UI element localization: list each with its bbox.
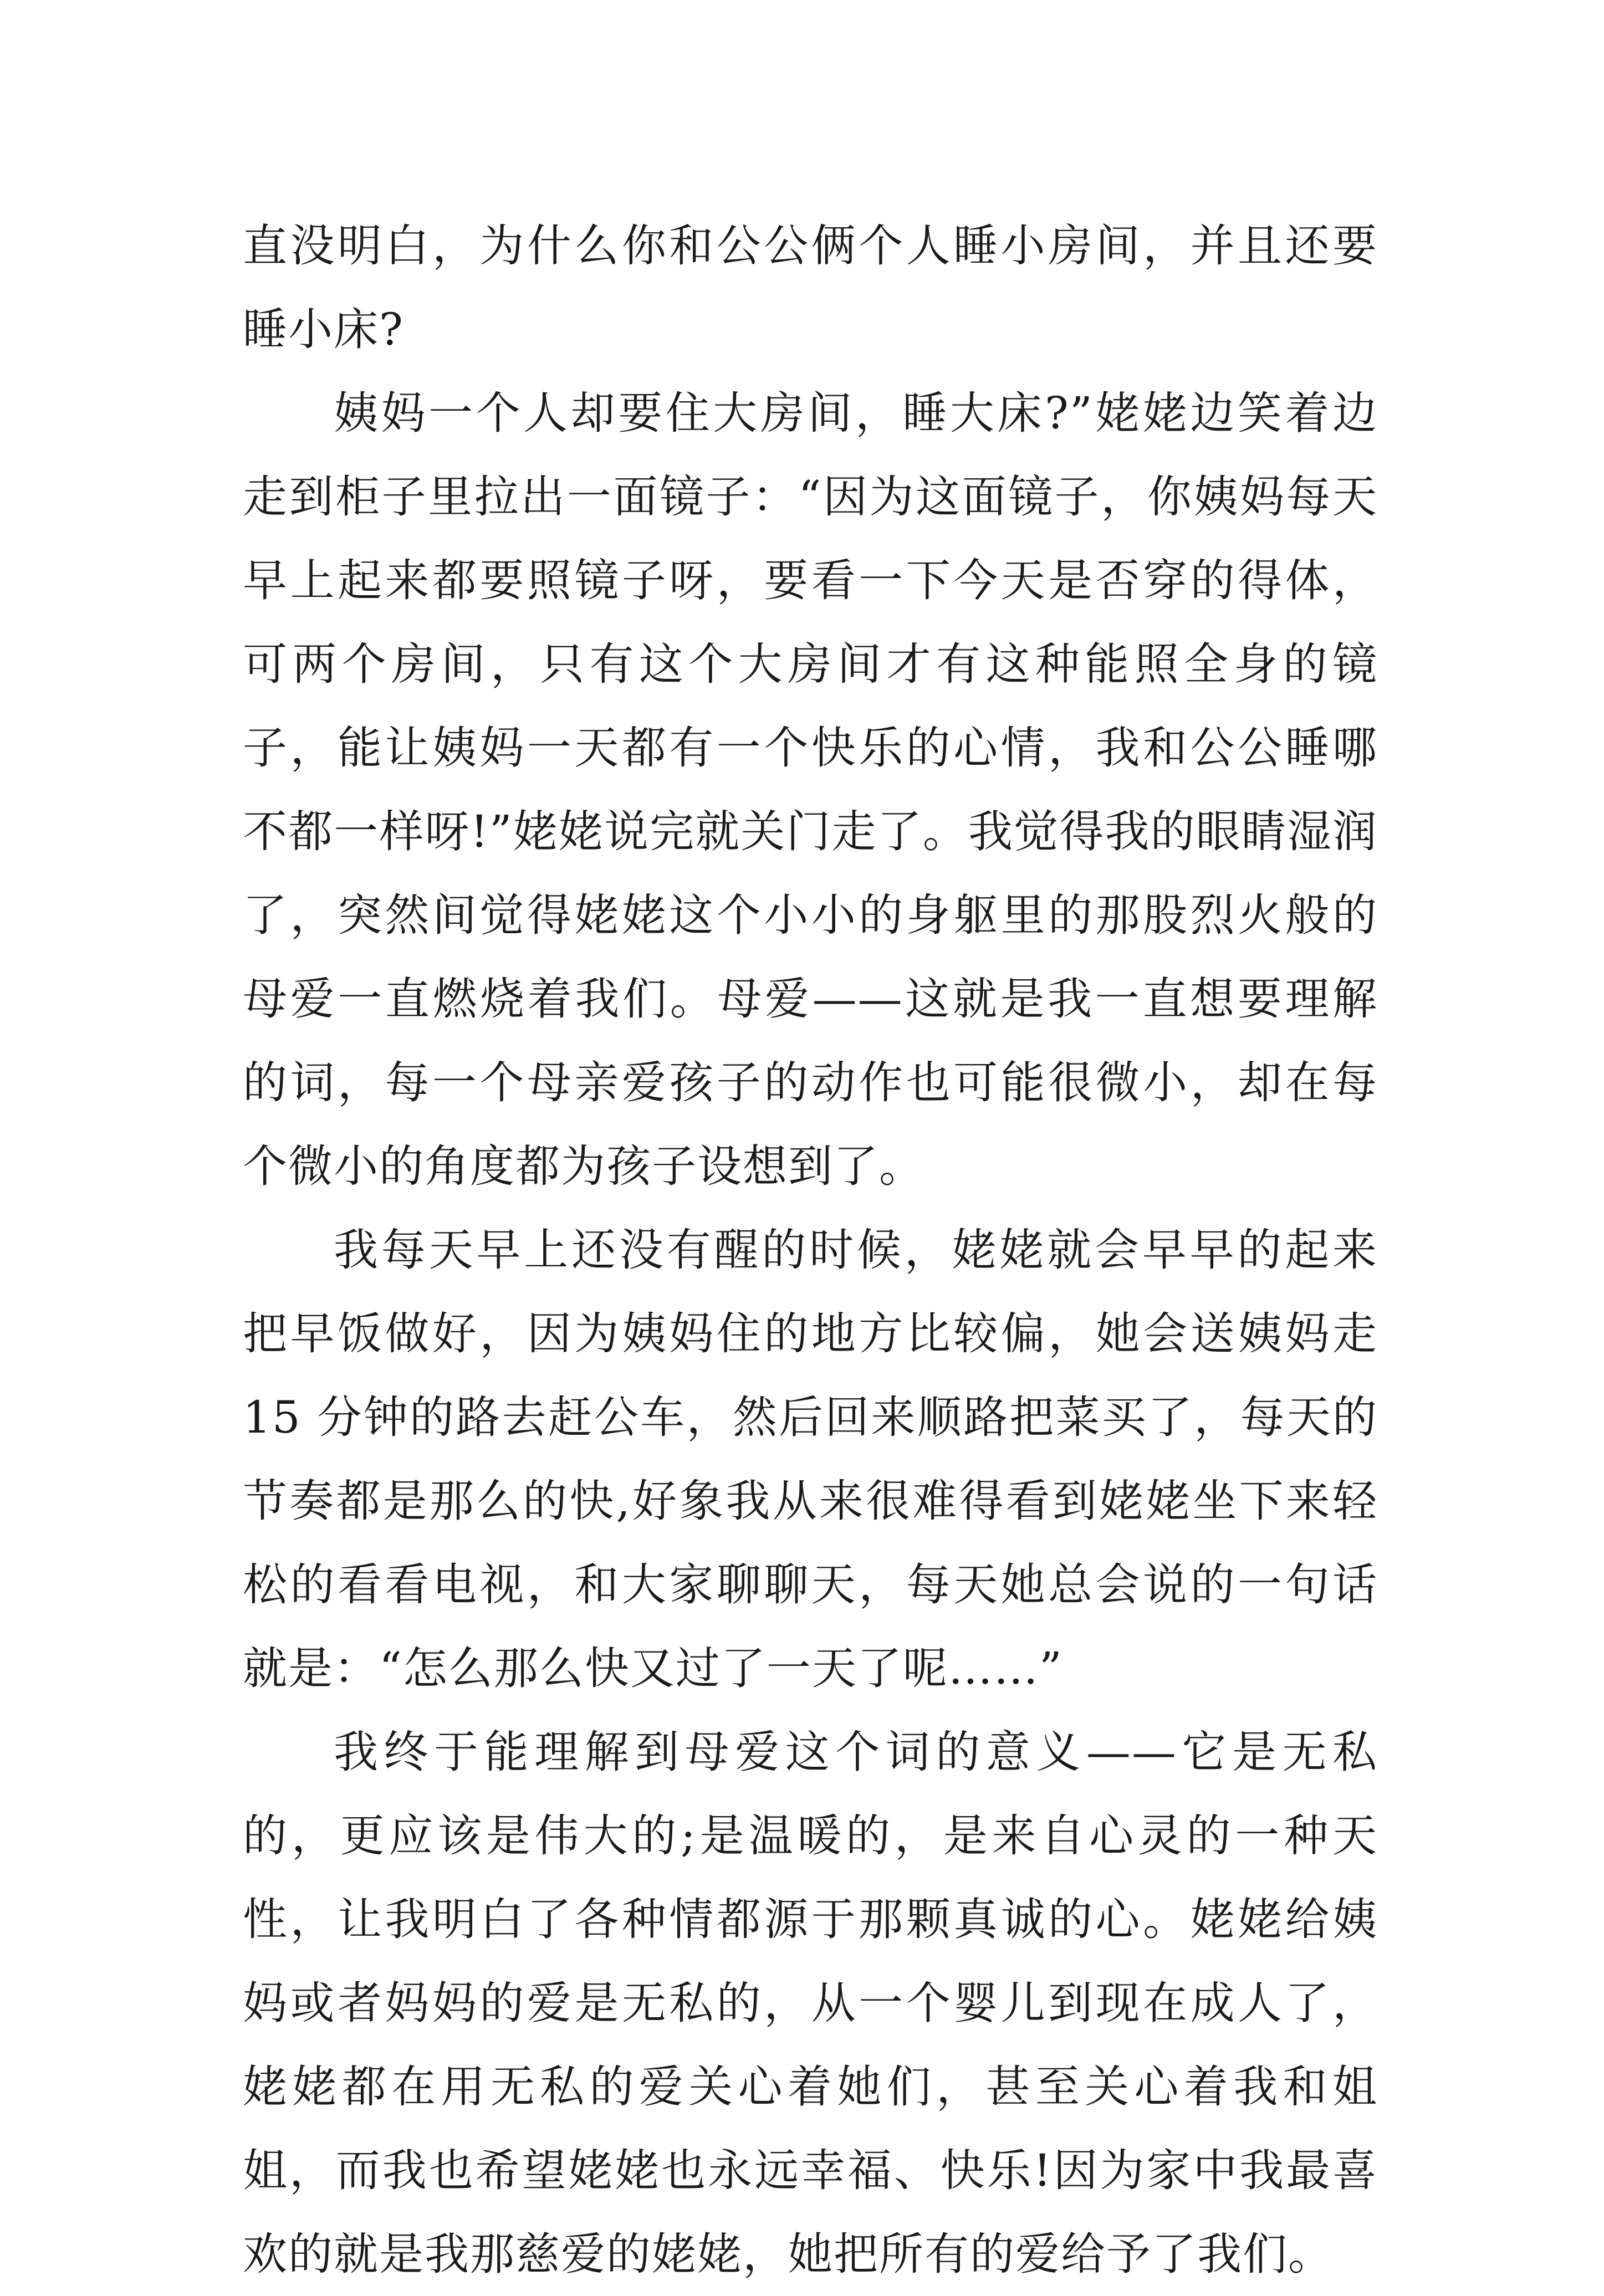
paragraph-1: 直没明白，为什么你和公公俩个人睡小房间，并且还要睡小床? bbox=[243, 220, 1378, 355]
paragraph-2: 姨妈一个人却要住大房间，睡大床?”姥姥边笑着边走到柜子里拉出一面镜子：“因为这面镜子，你姨妈每天早上起来都要照镜子呀，要看一下今天是否穿的得体，可两个房间，只有这个大房间才有这种能照全身的镜子，能让姨妈一天都有一个快乐的心情，我和公公睡哪不都一样呀!”姥姥说完就关门走了。我觉得我的眼睛湿润了，突然间觉得姥姥这个小小的身躯里的那股烈火般的母爱一直燃烧着我们。母爱——这就是我一直想要理解的词，每一个母亲爱孩子的动作也可能很微小，却在每个微小的角度都为孩子设想到了。 bbox=[243, 387, 1378, 1192]
paragraph-3: 我每天早上还没有醒的时候，姥姥就会早早的起来把早饭做好，因为姨妈住的地方比较偏，她会送姨妈走 15 分钟的路去赶公车，然后回来顺路把菜买了，每天的节奏都是那么的快,好象我从来很难得看到姥姥坐下来轻松的看看电视，和大家聊聊天，每天她总会说的一句话就是：“怎么那么快又过了一天了呢……” bbox=[243, 1224, 1378, 1694]
paragraph-4: 我终于能理解到母爱这个词的意义——它是无私的，更应该是伟大的;是温暖的，是来自心灵的一种天性，让我明白了各种情都源于那颗真诚的心。姥姥给姨妈或者妈妈的爱是无私的，从一个婴儿到现在成人了，姥姥都在用无私的爱关心着她们，甚至关心着我和姐姐，而我也希望姥姥也永远幸福、快乐!因为家中我最喜欢的就是我那慈爱的姥姥，她把所有的爱给予了我们。 bbox=[243, 1726, 1378, 2280]
document-body bbox=[243, 204, 1378, 2296]
